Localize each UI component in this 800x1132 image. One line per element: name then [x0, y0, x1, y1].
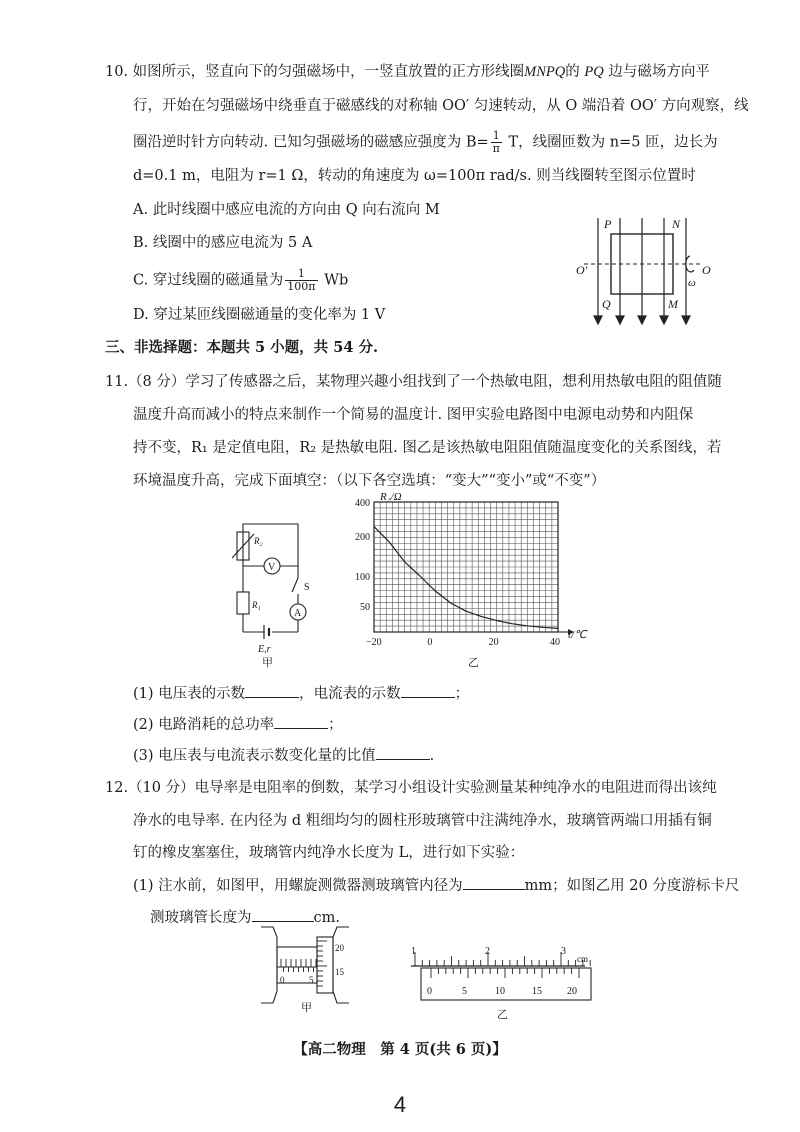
q11-line1: 11.（8 分）学习了传感器之后，某物理兴趣小组找到了一个热敏电阻，想利用热敏电阻的阻值随	[105, 374, 722, 390]
blank-tube-length[interactable]	[252, 907, 314, 922]
vernier-10: 10	[495, 986, 505, 997]
voltmeter-label: V	[268, 562, 276, 573]
blank-inner-diameter[interactable]	[463, 875, 525, 890]
q10-line2: 行，开始在匀强磁场中绕垂直于磁感线的对称轴 OO′ 匀速转动，从 O 端沿着 OO′ 方向观察，线	[133, 98, 749, 114]
q11-line4: 环境温度升高，完成下面填空：（以下各空选填：“变大”“变小”或“不变”）	[133, 473, 606, 489]
q12-line2: 净水的电导率. 在内径为 d 粗细均匀的圆柱形玻璃管中注满纯净水，玻璃管两端口用插有铜	[133, 813, 712, 829]
micrometer-main-5: 5	[309, 975, 314, 985]
micrometer-figure	[255, 925, 365, 1015]
q10-line1: 10. 如图所示，竖直向下的匀强磁场中，一竖直放置的正方形线圈MNPQ的 PQ 边与磁场方向平	[105, 64, 710, 80]
micrometer-thimble-15: 15	[335, 967, 344, 977]
q10-line4: d=0.1 m，电阻为 r=1 Ω，转动的角速度为 ω=100π rad/s. 则当线圈转至图示位置时	[133, 168, 696, 184]
chart-x-tick: 0	[427, 637, 433, 648]
q11-sub2: (2) 电路消耗的总功率 ；	[133, 714, 343, 735]
chart-y-tick: 100	[355, 572, 370, 583]
q11-sub3: (3) 电压表与电流表示数变化量的比值 .	[133, 745, 434, 766]
blank-total-power[interactable]	[274, 714, 328, 729]
q10-line3: 圈沿逆时针方向转动. 已知匀强磁场的磁感应强度为 B= $\frac{1}{\pi}$ T，线圈匝数为 n=5 匝，边长为	[133, 129, 718, 155]
fig-label-o: O	[702, 263, 711, 277]
q10-option-d: D. 穿过某匝线圈磁通量的变化率为 1 V	[133, 307, 386, 323]
chart-x-label: t/℃	[568, 629, 587, 641]
q10-option-a: A. 此时线圈中感应电流的方向由 Q 向右流向 M	[133, 202, 440, 218]
circuit-diagram	[228, 520, 338, 670]
q11-line3: 持不变，R₁ 是定值电阻，R₂ 是热敏电阻. 图乙是该热敏电阻阻值随温度变化的关系图线，若	[133, 440, 722, 456]
circuit-caption: 甲	[262, 657, 273, 669]
fig-label-n: N	[672, 217, 681, 231]
q12-line1: 12.（10 分）电导率是电阻率的倒数，某学习小组设计实验测量某种纯净水的电阻进而得出该纯	[105, 780, 717, 796]
chart-y-tick: 50	[360, 602, 370, 613]
chart-x-tick: 40	[550, 637, 560, 648]
chart-x-tick: 20	[488, 637, 499, 648]
fig-label-p: P	[604, 217, 612, 231]
caliper-main-3: 3	[561, 946, 566, 957]
chart-caption: 乙	[468, 657, 479, 669]
page-footer: 【高二物理 第 4 页(共 6 页)】	[293, 1041, 507, 1058]
caliper-unit: cm	[577, 954, 588, 964]
chart-y-tick: 400	[355, 498, 370, 509]
micrometer-main-0: 0	[280, 975, 285, 985]
fig-label-m: M	[668, 297, 678, 311]
caliper-figure	[405, 942, 605, 1022]
ammeter-label: A	[294, 608, 302, 619]
vernier-20: 20	[567, 986, 577, 997]
vernier-15: 15	[532, 986, 542, 997]
blank-voltmeter[interactable]	[245, 683, 299, 698]
coil-magnetic-field-figure	[576, 212, 720, 332]
q10-option-b: B. 线圈中的感应电流为 5 A	[133, 235, 313, 251]
q11-line2: 温度升高而减小的特点来制作一个简易的温度计. 图甲实验电路图中电源电动势和内阻保	[133, 407, 694, 423]
fig-label-omega: ω	[688, 277, 696, 289]
thermistor-chart	[340, 490, 600, 670]
fig-label-o-prime: O′	[576, 263, 588, 277]
label-r1: R₁	[252, 600, 261, 610]
label-r2: R₂	[254, 536, 263, 546]
chart-y-tick: 200	[355, 532, 370, 543]
q12-line3: 钉的橡皮塞塞住，玻璃管内纯净水长度为 L，进行如下实验：	[133, 845, 525, 861]
q10-option-c: C. 穿过线圈的磁通量为 $\frac{1}{100\pi}$ Wb	[133, 267, 349, 293]
fig-label-q: Q	[602, 297, 611, 311]
chart-y-label: R₂/Ω	[380, 491, 402, 503]
q12-sub1: (1) 注水前，如图甲，用螺旋测微器测玻璃管内径为 mm；如图乙用 20 分度游标卡尺	[133, 875, 739, 896]
battery-label: E,r	[258, 644, 271, 655]
vernier-5: 5	[462, 986, 467, 997]
page-number: 4	[393, 1092, 407, 1117]
chart-x-tick: −20	[366, 637, 382, 648]
q12-sub1-cont: 测玻璃管长度为 cm.	[150, 907, 340, 928]
micrometer-caption: 甲	[301, 1002, 312, 1014]
caliper-caption: 乙	[497, 1009, 508, 1021]
section-3-heading: 三、非选择题：本题共 5 小题，共 54 分.	[105, 339, 379, 356]
blank-ratio[interactable]	[376, 745, 430, 760]
caliper-main-2: 2	[485, 946, 490, 957]
switch-label: S	[304, 582, 310, 593]
micrometer-thimble-20: 20	[335, 943, 344, 953]
vernier-0: 0	[427, 986, 432, 997]
caliper-main-1: 1	[411, 946, 416, 957]
blank-ammeter[interactable]	[401, 683, 455, 698]
q11-sub1: (1) 电压表的示数 ，电流表的示数 ；	[133, 683, 469, 704]
